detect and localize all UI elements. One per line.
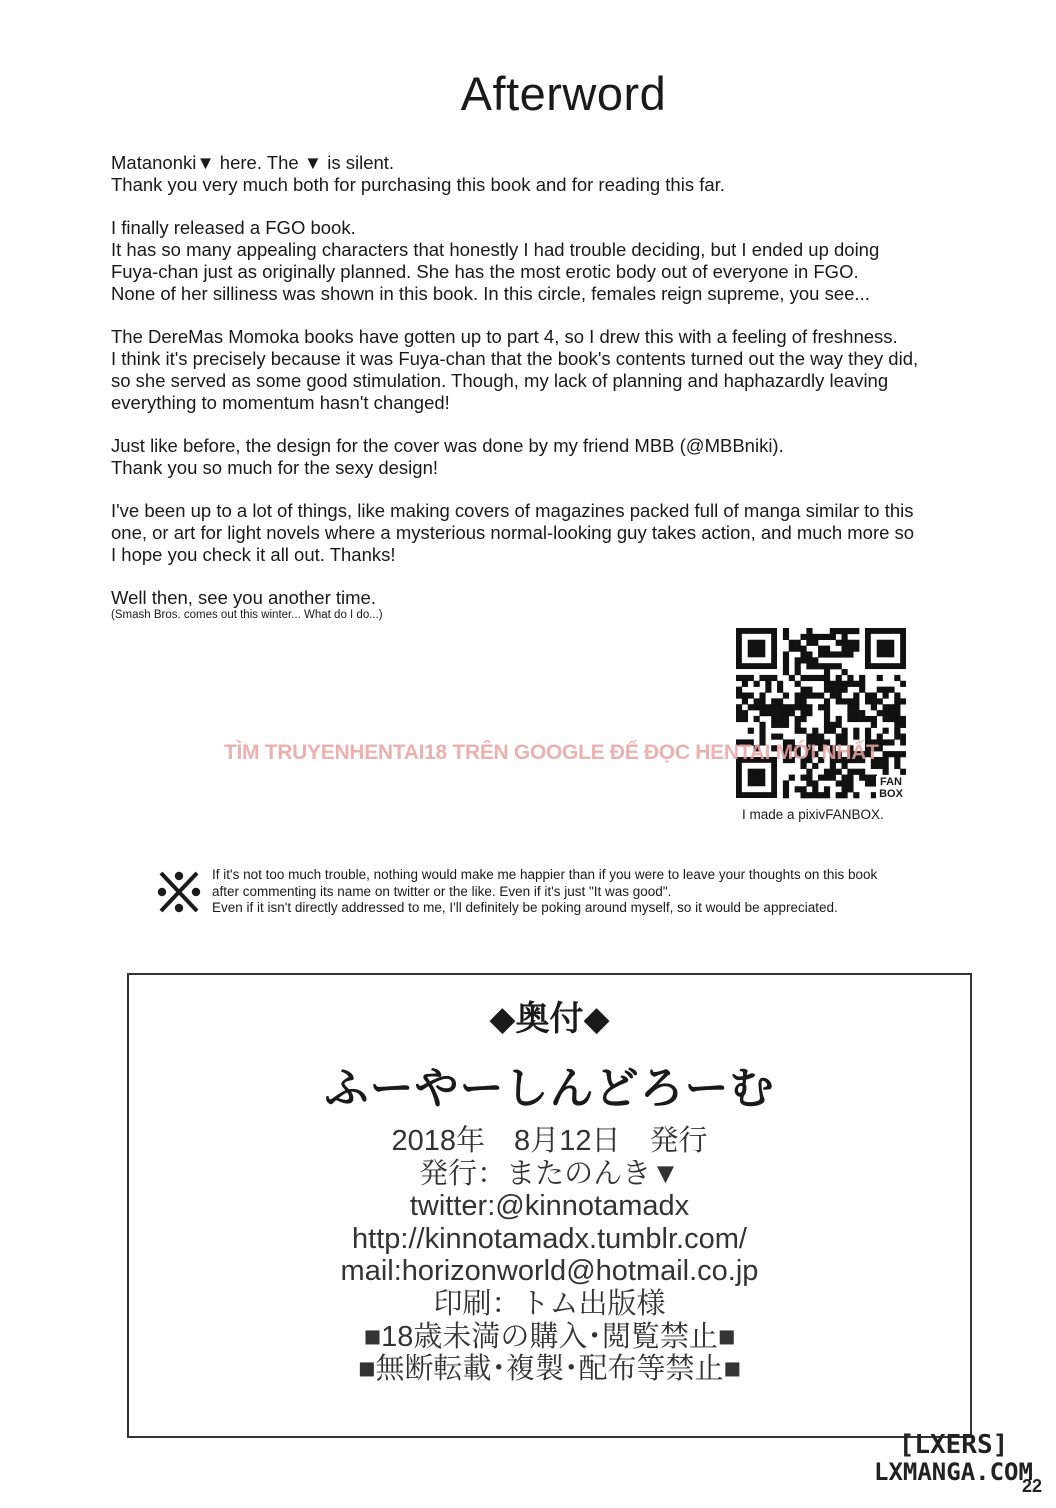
text-line: one, or art for light novels where a mysterious normal-looking guy takes action, and much more so (111, 522, 915, 543)
fanbox-label-top: FAN (880, 776, 902, 788)
colophon-printer: 印刷：トム出版様 (433, 1287, 666, 1320)
fanbox-label-bottom: BOX (879, 788, 903, 800)
paragraph (111, 435, 991, 479)
colophon-heading: ◆奥付◆ (489, 1000, 610, 1038)
text-line: I hope you check it all out. Thanks! (111, 544, 396, 565)
note-line: after commenting its name on twitter or the like. Even if it's just "It was good". (212, 883, 672, 899)
site-watermark-top: [LXERS] (898, 1430, 1009, 1460)
colophon-lines (129, 1125, 970, 1386)
text-line: I think it's precisely because it was Fuya-chan that the book's contents turned out the way they did, (111, 348, 919, 369)
closing-note: (Smash Bros. comes out this winter... What do I do...) (111, 609, 383, 621)
page-number: 22 (1022, 1476, 1043, 1496)
text-line: None of her silliness was shown in this book. In this circle, females reign supreme, you see... (111, 283, 870, 304)
text-line: Just like before, the design for the cover was done by my friend MBB (@MBBniki). (111, 435, 784, 456)
note-line: If it's not too much trouble, nothing would make me happier than if you were to leave your thoughts on this book (212, 867, 878, 882)
colophon-publisher: 発行：またのんき▼ (419, 1157, 680, 1190)
watermark: TÌM TRUYENHENTAI18 TRÊN GOOGLE ĐỂ ĐỌC HENTAI MỚI NHẤT (224, 741, 879, 764)
text-line: Matanonki▼ here. The ▼ is silent. (111, 152, 395, 173)
colophon-url: http://kinnotamadx.tumblr.com/ (352, 1222, 747, 1255)
reference-mark-icon (156, 868, 202, 921)
afterword-body (111, 152, 991, 622)
colophon-mail: mail:horizonworld@hotmail.co.jp (340, 1255, 759, 1288)
colophon-copy-warning: ■無断転載･複製･配布等禁止■ (357, 1353, 742, 1386)
colophon-date: 2018年 8月12日 発行 (391, 1125, 708, 1157)
text-line: Thank you so much for the sexy design! (111, 457, 439, 478)
text-line: everything to momentum hasn't changed! (111, 392, 450, 413)
note-line: Even if it isn't directly addressed to me, I'll definitely be poking around myself, so it would be appreciated. (212, 900, 838, 915)
colophon-box (127, 973, 972, 1438)
paragraph (111, 500, 991, 566)
site-watermark (874, 1432, 1033, 1486)
note-text (212, 867, 877, 917)
qr-caption: I made a pixivFANBOX. (742, 807, 884, 822)
paragraph (111, 152, 991, 196)
text-line: I finally released a FGO book. (111, 217, 356, 238)
closing-line: Well then, see you another time. (111, 587, 376, 608)
paragraph (111, 217, 991, 305)
qr-code-icon (736, 628, 906, 800)
text-line: I've been up to a lot of things, like making covers of magazines packed full of manga similar to this (111, 500, 914, 521)
text-line: so she served as some good stimulation. Though, my lack of planning and haphazardly leaving (111, 370, 889, 391)
closing (111, 587, 991, 622)
site-watermark-bottom: LXMANGA.COM (874, 1458, 1033, 1486)
colophon-age-warning: ■18歳未満の購入･閲覧禁止■ (363, 1320, 736, 1353)
colophon-twitter: twitter:@kinnotamadx (409, 1190, 690, 1223)
colophon-book-name: ふーやーしんどろーむ (324, 1064, 775, 1113)
fanbox-label (876, 776, 906, 800)
text-line: Thank you very much both for purchasing this book and for reading this far. (111, 174, 725, 195)
text-line: It has so many appealing characters that honestly I had trouble deciding, but I ended up doing (111, 239, 880, 260)
text-line: Fuya-chan just as originally planned. She has the most erotic body out of everyone in FGO. (111, 261, 859, 282)
page-title: Afterword (460, 67, 667, 120)
paragraph (111, 326, 991, 414)
text-line: The DereMas Momoka books have gotten up to part 4, so I drew this with a feeling of freshness. (111, 326, 898, 347)
qr-code (736, 628, 906, 800)
